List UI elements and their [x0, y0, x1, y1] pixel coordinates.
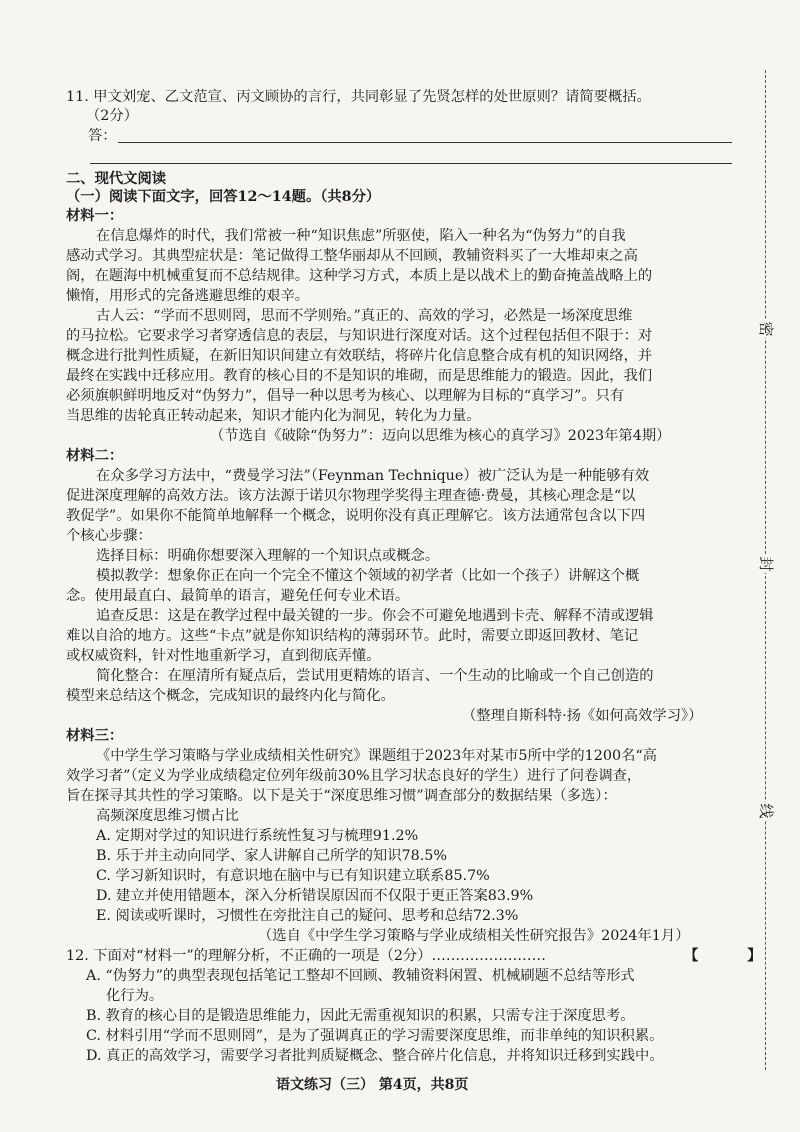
material1-source: （节选自《破除“伪努力”：迈向以思维为核心的真学习》2023年第4期）	[210, 428, 671, 444]
page-footer: 语文练习（三） 第4页，共8页	[276, 1077, 469, 1093]
material3-label: 材料三：	[66, 728, 124, 744]
material3-line: 旨在探寻其共性的学习策略。以下是关于“深度思维习惯”调查部分的数据结果（多选）：	[66, 788, 617, 804]
material1-line: 必须旗帜鲜明地反对“伪努力”，倡导一种以思考为核心、以理解为目标的“真学习”。只有	[66, 388, 625, 404]
q12-answer-bracket[interactable]: 【 】	[684, 948, 784, 964]
survey-item: D. 建立并使用错题本，深入分析错误原因而不仅限于更正答案83.9%	[96, 888, 534, 904]
material2-line: 模型来总结这个概念，完成知识的最终内化与简化。	[66, 688, 395, 704]
survey-item: B. 乐于并主动向同学、家人讲解自己所学的知识78.5%	[96, 848, 447, 864]
material1-label: 材料一：	[66, 208, 124, 224]
q12-option-a-cont: 化行为。	[106, 988, 164, 1004]
material2-line: 模拟教学：想象你正在向一个完全不懂这个领域的初学者（比如一个孩子）讲解这个概	[96, 568, 640, 584]
material1-line: 当思维的齿轮真正转动起来，知识才能内化为洞见，转化为力量。	[66, 408, 481, 424]
section-subheading: （一）阅读下面文字，回答12～14题。（共8分）	[66, 189, 381, 205]
margin-char-xian: 线	[757, 803, 775, 819]
q12-option-a: A. “伪努力”的典型表现包括笔记工整却不回顾、教辅资料闲置、机械刷题不总结等形式	[86, 968, 635, 984]
material1-line: 感动式学习。其典型症状是：笔记做得工整华丽却从不回顾，教辅资料买了一大堆却束之高	[66, 248, 638, 264]
material1-line: 的马拉松。它要求学习者穿透信息的表层，与知识进行深度对话。这个过程包括但不限于：对	[66, 328, 653, 344]
survey-item: C. 学习新知识时，有意识地在脑中与已有知识建立联系85.7%	[96, 868, 490, 884]
q12-option-d: D. 真正的高效学习，需要学习者批判质疑概念、整合碎片化信息，并将知识迁移到实践中。	[86, 1048, 664, 1064]
q11-points: （2分）	[86, 108, 138, 124]
material1-line: 古人云：“学而不思则罔，思而不学则殆。”真正的、高效的学习，必然是一场深度思维	[96, 308, 633, 324]
q11-answer-label: 答：	[88, 128, 117, 144]
material3-source: （选自《中学生学习策略与学业成绩相关性研究报告》2024年1月）	[258, 928, 690, 944]
answer-line-1[interactable]	[118, 142, 732, 143]
material2-label: 材料二：	[66, 448, 124, 464]
material2-line: 个核心步骤：	[66, 528, 152, 544]
section-heading: 二、现代文阅读	[66, 171, 167, 187]
material1-line: 懒惰，用形式的完备逃避思维的艰辛。	[66, 288, 310, 304]
q12-option-c: C. 材料引用“学而不思则罔”，是为了强调真正的学习需要深度思维，而非单纯的知识积累。	[86, 1028, 664, 1044]
survey-table-title: 高频深度思维习惯占比	[96, 808, 239, 824]
material3-line: 效学习者”（定义为学业成绩稳定位列年级前30%且学习状态良好的学生）进行了问卷调查，	[66, 768, 642, 784]
material3-line: 《中学生学习策略与学业成绩相关性研究》课题组于2023年对某市5所中学的1200名“高	[96, 748, 657, 764]
margin-char-mi: 密	[757, 321, 775, 337]
q11-stem: 11. 甲文刘宠、乙文范宣、丙文顾协的言行，共同彰显了先贤怎样的处世原则？请简要概括。	[66, 89, 651, 105]
material2-line: 念。使用最直白、最简单的语言，避免任何专业术语。	[66, 588, 410, 604]
material2-line: 追查反思：这是在教学过程中最关键的一步。你会不可避免地遇到卡壳、解释不清或逻辑	[96, 608, 654, 624]
answer-line-2[interactable]	[90, 163, 732, 164]
material2-line: 简化整合：在厘清所有疑点后，尝试用更精炼的语言、一个生动的比喻或一个自己创造的	[96, 668, 654, 684]
material2-line: 促进深度理解的高效方法。该方法源于诺贝尔物理学奖得主理查德·费曼，其核心理念是“以	[66, 488, 636, 504]
margin-char-feng: 封	[757, 556, 775, 572]
survey-item: E. 阅读或听课时，习惯性在旁批注自己的疑问、思考和总结72.3%	[96, 908, 519, 924]
q12-option-b: B. 教育的核心目的是锻造思维能力，因此无需重视知识的积累，只需专注于深度思考。	[86, 1008, 635, 1024]
q12-stem: 12. 下面对“材料一”的理解分析，不正确的一项是（2分）……………………	[66, 948, 546, 964]
material2-line: 在众多学习方法中，“费曼学习法”（Feynman Technique）被广泛认为是一种能够有效	[96, 468, 650, 484]
material1-line: 最终在实践中迁移应用。教育的核心目的不是知识的堆砌，而是思维能力的锻造。因此，我们	[66, 368, 653, 384]
survey-item: A. 定期对学过的知识进行系统性复习与梳理91.2%	[96, 828, 419, 844]
material1-line: 阁，在题海中机械重复而不总结规律。这种学习方式，本质上是以战术上的勤奋掩盖战略上的	[66, 268, 653, 284]
material2-line: 难以自洽的地方。这些“卡点”就是你知识结构的薄弱环节。此时，需要立即返回教材、笔记	[66, 628, 639, 644]
material1-line: 概念进行批判性质疑，在新旧知识间建立有效联结，将碎片化信息整合成有机的知识网络，并	[66, 348, 653, 364]
material1-line: 在信息爆炸的时代，我们常被一种“知识焦虑”所驱使，陷入一种名为“伪努力”的自我	[96, 228, 626, 244]
material2-line: 教促学”。如果你不能简单地解释一个概念，说明你没有真正理解它。该方法通常包含以下四	[66, 508, 646, 524]
material2-source: （整理自斯科特·扬《如何高效学习》）	[462, 708, 703, 724]
material2-line: 或权威资料，针对性地重新学习，直到彻底弄懂。	[66, 648, 381, 664]
material2-line: 选择目标：明确你想要深入理解的一个知识点或概念。	[96, 548, 440, 564]
